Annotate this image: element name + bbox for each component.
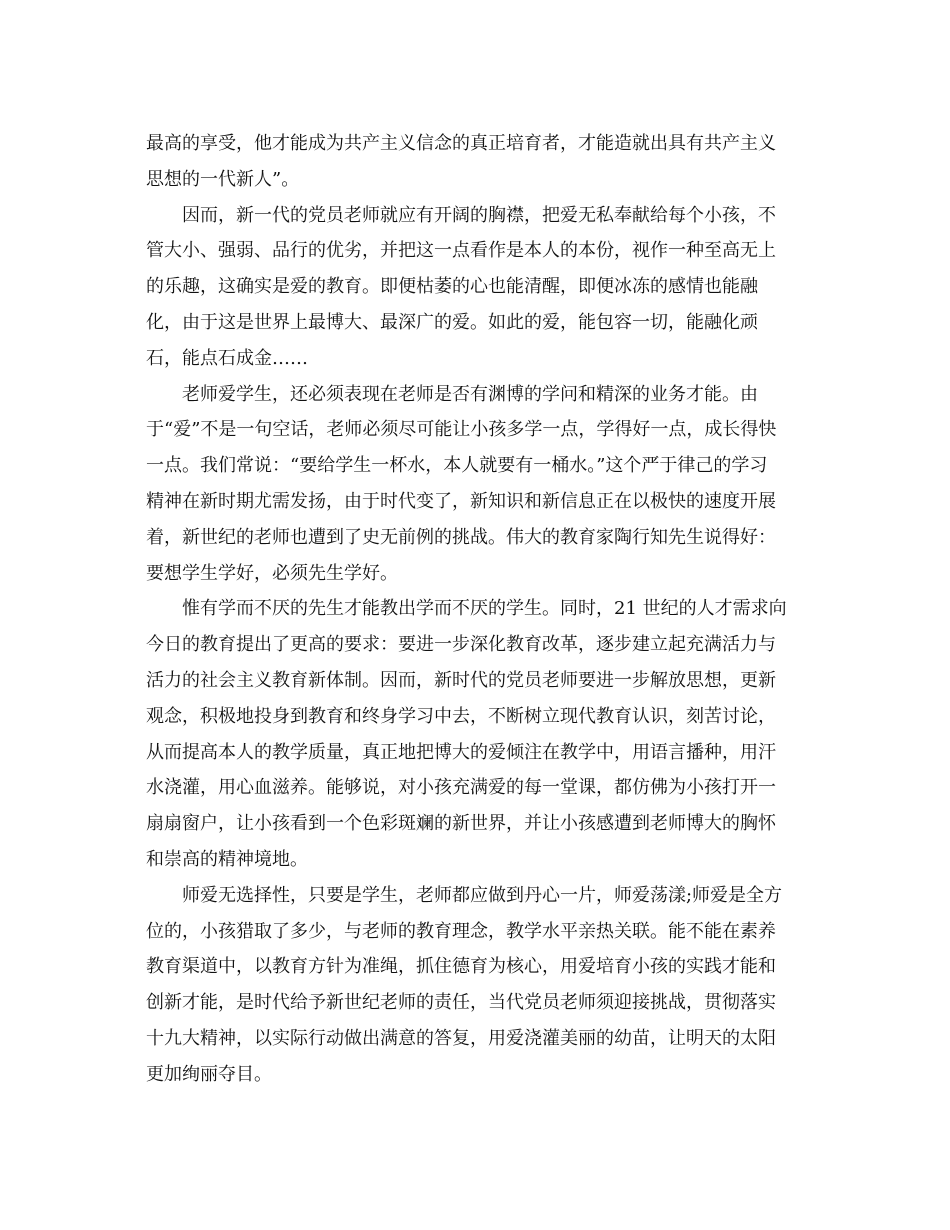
text-line: 位的，小孩猎取了多少，与老师的教育理念，教学水平亲热关联。能不能在素养 [146,920,776,942]
text-line: 惟有学而不厌的先生才能教出学而不厌的学生。同时，21 世纪的人才需求向 [182,598,787,620]
text-line: 从而提高本人的教学质量，真正地把博大的爱倾注在教学中，用语言播种，用汗 [146,741,776,763]
text-line: 更加绚丽夺目。 [146,1063,272,1085]
text-line: 要想学生学好，必须先生学好。 [146,562,398,584]
text-line: 十九大精神，以实际行动做出满意的答复，用爱浇灌美丽的幼苗，让明天的太阳 [146,1027,776,1049]
text-line: 于“爱”不是一句空话，老师必须尽可能让小孩多学一点，学得好一点，成长得快 [146,419,777,441]
text-line: 师爱无选择性，只要是学生，老师都应做到丹心一片，师爱荡漾;师爱是全方 [182,884,783,906]
text-line: 思想的一代新人”。 [146,168,300,190]
text-line: 一点。我们常说：“要给学生一杯水，本人就要有一桶水。”这个严于律己的学习 [146,455,768,477]
text-line: 水浇灌，用心血滋养。能够说，对小孩充满爱的每一堂课，都仿佛为小孩打开一 [146,777,776,799]
text-line: 今日的教育提出了更高的要求：要进一步深化教育改革，逐步建立起充满活力与 [146,634,776,656]
text-line: 活力的社会主义教育新体制。因而，新时代的党员老师要进一步解放思想，更新 [146,669,776,691]
text-line: 最高的享受，他才能成为共产主义信念的真正培育者，才能造就出具有共产主义 [146,133,776,154]
text-line: 化，由于这是世界上最博大、最深广的爱。如此的爱，能包容一切，能融化顽 [146,311,758,333]
text-line: 和崇高的精神境地。 [146,848,308,870]
text-line: 因而，新一代的党员老师就应有开阔的胸襟，把爱无私奉献给每个小孩，不 [182,204,776,226]
text-line: 石，能点石成金…… [146,347,308,369]
text-line: 教育渠道中，以教育方针为准绳，抓住德育为核心，用爱培育小孩的实践才能和 [146,956,776,978]
text-line: 扇扇窗户，让小孩看到一个色彩斑斓的新世界，并让小孩感遭到老师博大的胸怀 [146,813,776,835]
text-line: 老师爱学生，还必须表现在老师是否有渊博的学问和精深的业务才能。由 [182,383,758,405]
text-line: 创新才能，是时代给予新世纪老师的责任，当代党员老师须迎接挑战，贯彻落实 [146,992,776,1014]
text-line: 精神在新时期尤需发扬，由于时代变了，新知识和新信息正在以极快的速度开展 [146,490,776,512]
text-line: 管大小、强弱、品行的优劣，并把这一点看作是本人的本份，视作一种至高无上 [146,240,776,262]
document-body [146,126,814,1093]
text-line: 观念，积极地投身到教育和终身学习中去，不断树立现代教育认识，刻苦讨论， [146,705,776,727]
text-line: 着，新世纪的老师也遭到了史无前例的挑战。伟大的教育家陶行知先生说得好： [146,526,776,548]
text-line: 的乐趣，这确实是爱的教育。即便枯萎的心也能清醒，即便冰冻的感情也能融 [146,276,758,298]
